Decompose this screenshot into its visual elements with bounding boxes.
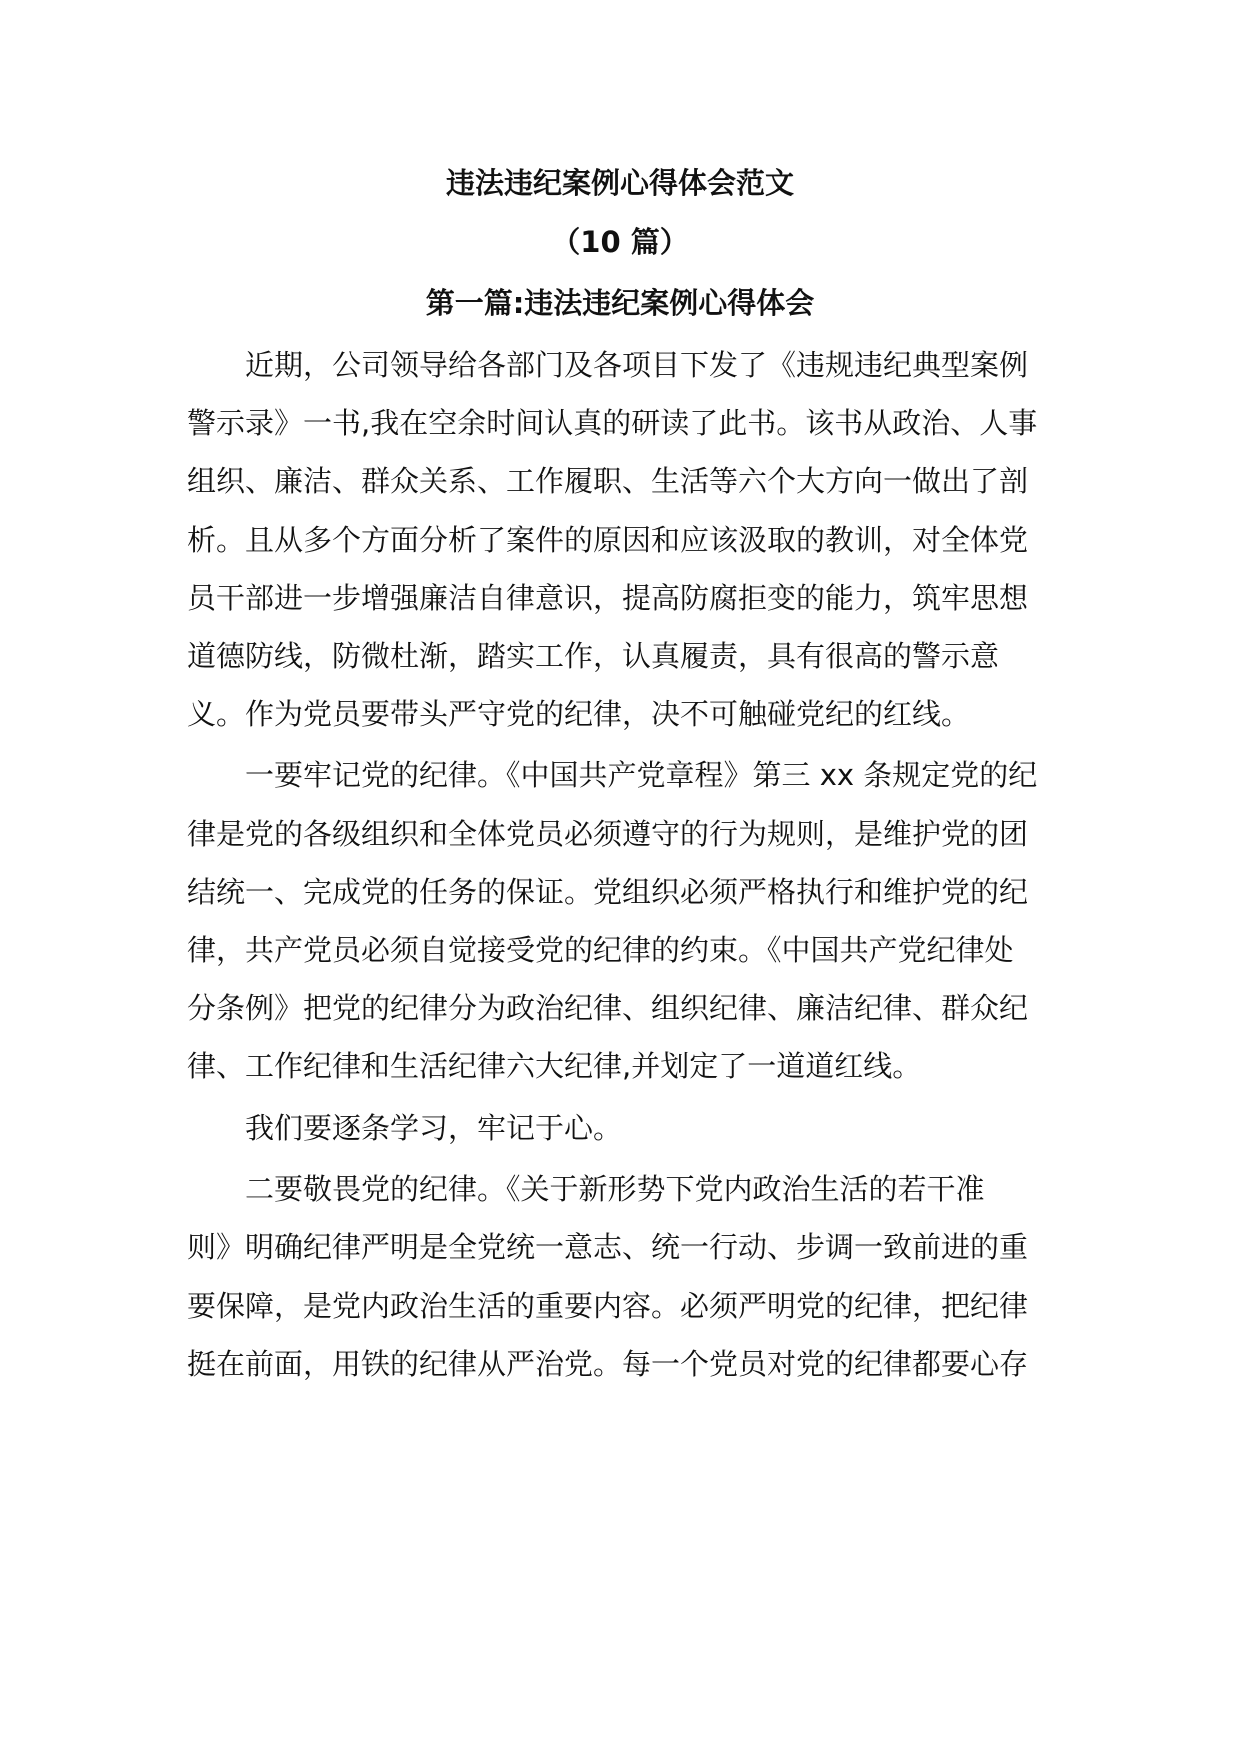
paragraph-line: 律，共产党员必须自觉接受党的纪律的约束。《中国共产党纪律处	[187, 933, 1014, 967]
paragraph-line: 律是党的各级组织和全体党员必须遵守的行为规则，是维护党的团	[187, 817, 1029, 851]
paragraph-line: 律、工作纪律和生活纪律六大纪律,并划定了一道道红线。	[187, 1049, 922, 1083]
document-title: 违法违纪案例心得体会范文	[445, 166, 794, 200]
paragraph-line: 警示录》一书,我在空余时间认真的研读了此书。该书从政治、人事	[187, 406, 1038, 440]
paragraph-line: 结统一、完成党的任务的保证。党组织必须严格执行和维护党的纪	[187, 875, 1029, 909]
paragraph-line: 我们要逐条学习，牢记于心。	[245, 1111, 623, 1145]
section-heading: 第一篇:违法违纪案例心得体会	[425, 286, 815, 320]
paragraph-line: 义。作为党员要带头严守党的纪律，决不可触碰党纪的红线。	[187, 697, 971, 731]
document-subtitle: （10 篇）	[551, 225, 689, 259]
paragraph-line: 二要敬畏党的纪律。《关于新形势下党内政治生活的若干准	[245, 1172, 985, 1206]
paragraph-line: 一要牢记党的纪律。《中国共产党章程》第三 xx 条规定党的纪	[245, 758, 1038, 792]
paragraph-line: 要保障，是党内政治生活的重要内容。必须严明党的纪律，把纪律	[187, 1289, 1029, 1323]
paragraph-line: 员干部进一步增强廉洁自律意识，提高防腐拒变的能力，筑牢思想	[187, 581, 1029, 615]
paragraph-line: 分条例》把党的纪律分为政治纪律、组织纪律、廉洁纪律、群众纪	[187, 991, 1029, 1025]
paragraph-line: 道德防线，防微杜渐，踏实工作，认真履责，具有很高的警示意	[187, 639, 1000, 673]
paragraph-line: 则》明确纪律严明是全党统一意志、统一行动、步调一致前进的重	[187, 1230, 1029, 1264]
paragraph-line: 近期，公司领导给各部门及各项目下发了《违规违纪典型案例	[245, 348, 1029, 382]
paragraph-line: 挺在前面，用铁的纪律从严治党。每一个党员对党的纪律都要心存	[187, 1347, 1029, 1381]
paragraph-line: 析。且从多个方面分析了案件的原因和应该汲取的教训，对全体党	[187, 523, 1029, 557]
paragraph-line: 组织、廉洁、群众关系、工作履职、生活等六个大方向一做出了剖	[187, 464, 1029, 498]
